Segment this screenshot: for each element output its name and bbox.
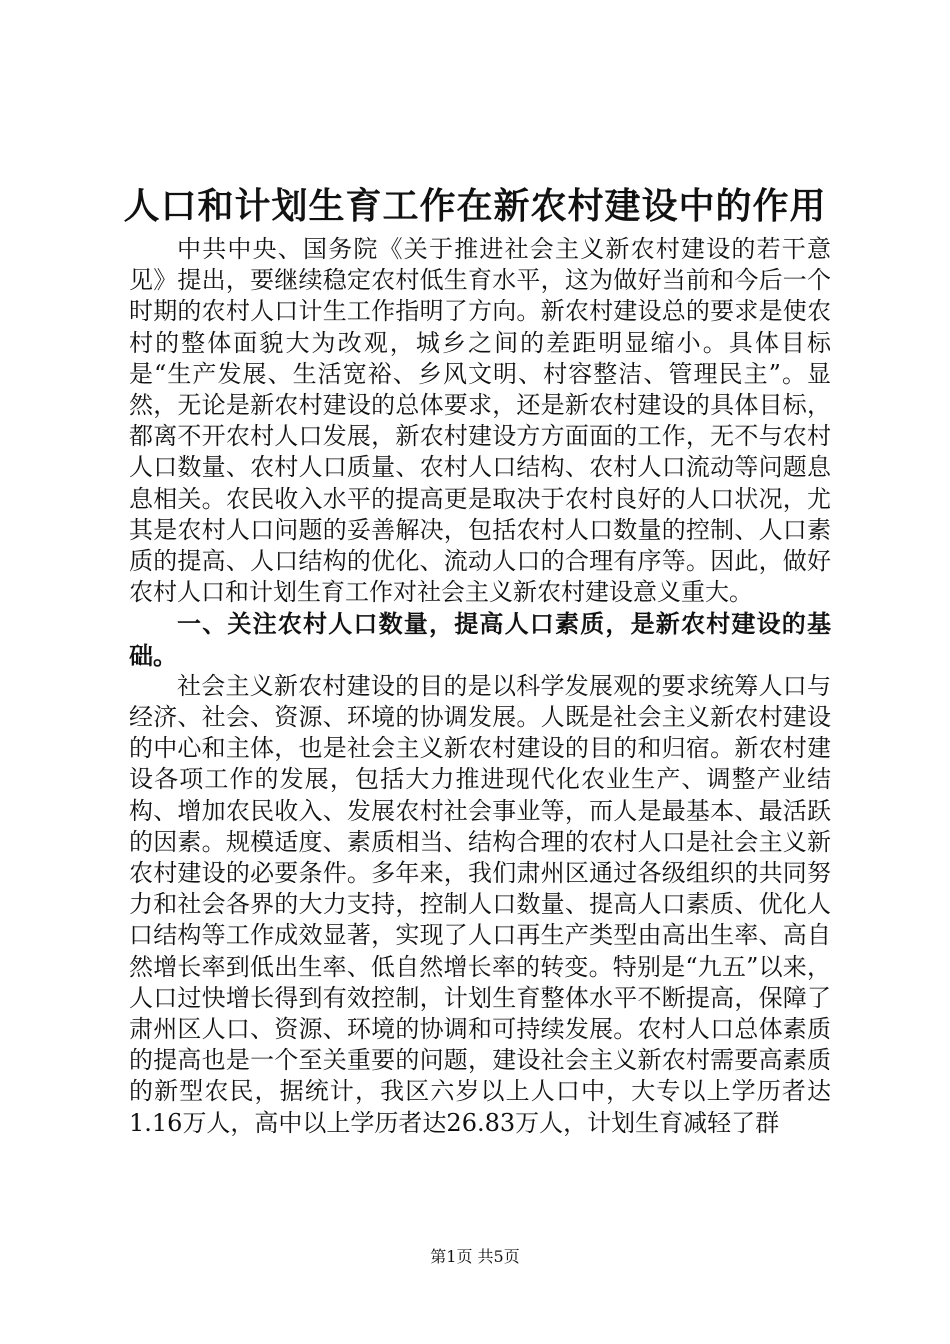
section-heading-1: 一、关注农村人口数量，提高人口素质，是新农村建设的基础。	[129, 609, 831, 670]
document-body	[129, 234, 831, 1139]
page-footer: 第1页 共5页	[430, 1247, 520, 1266]
paragraph-section-1: 社会主义新农村建设的目的是以科学发展观的要求统筹人口与经济、社会、资源、环境的协调发展。人既是社会主义新农村建设的中心和主体，也是社会主义新农村建设的目的和归宿。新农村建设各项工作的发展，包括大力推进现代化农业生产、调整产业结构、增加农民收入、发展农村社会事业等，而人是最基本、最活跃的因素。规模适度、素质相当、结构合理的农村人口是社会主义新农村建设的必要条件。多年来，我们肃州区通过各级组织的共同努力和社会各界的大力支持，控制人口数量、提高人口素质、优化人口结构等工作成效显著，实现了人口再生产类型由高出生率、高自然增长率到低出生率、低自然增长率的转变。特别是“九五”以来，人口过快增长得到有效控制，计划生育整体水平不断提高，保障了肃州区人口、资源、环境的协调和可持续发展。农村人口总体素质的提高也是一个至关重要的问题，建设社会主义新农村需要高素质的新型农民，据统计，我区六岁以上人口中，大专以上学历者达1.16万人，高中以上学历者达26.83万人，计划生育减轻了群	[129, 671, 831, 1137]
paragraph-intro: 中共中央、国务院《关于推进社会主义新农村建设的若干意见》提出，要继续稳定农村低生育水平，这为做好当前和今后一个时期的农村人口计生工作指明了方向。新农村建设总的要求是使农村的整体面貌大为改观，城乡之间的差距明显缩小。具体目标是“生产发展、生活宽裕、乡风文明、村容整洁、管理民主”。显然，无论是新农村建设的总体要求，还是新农村建设的具体目标，都离不开农村人口发展，新农村建设方方面面的工作，无不与农村人口数量、农村人口质量、农村人口结构、农村人口流动等问题息息相关。农民收入水平的提高更是取决于农村良好的人口状况，尤其是农村人口问题的妥善解决，包括农村人口数量的控制、人口素质的提高、人口结构的优化、流动人口的合理有序等。因此，做好农村人口和计划生育工作对社会主义新农村建设意义重大。	[129, 235, 831, 607]
document-title: 人口和计划生育工作在新农村建设中的作用	[123, 185, 827, 227]
